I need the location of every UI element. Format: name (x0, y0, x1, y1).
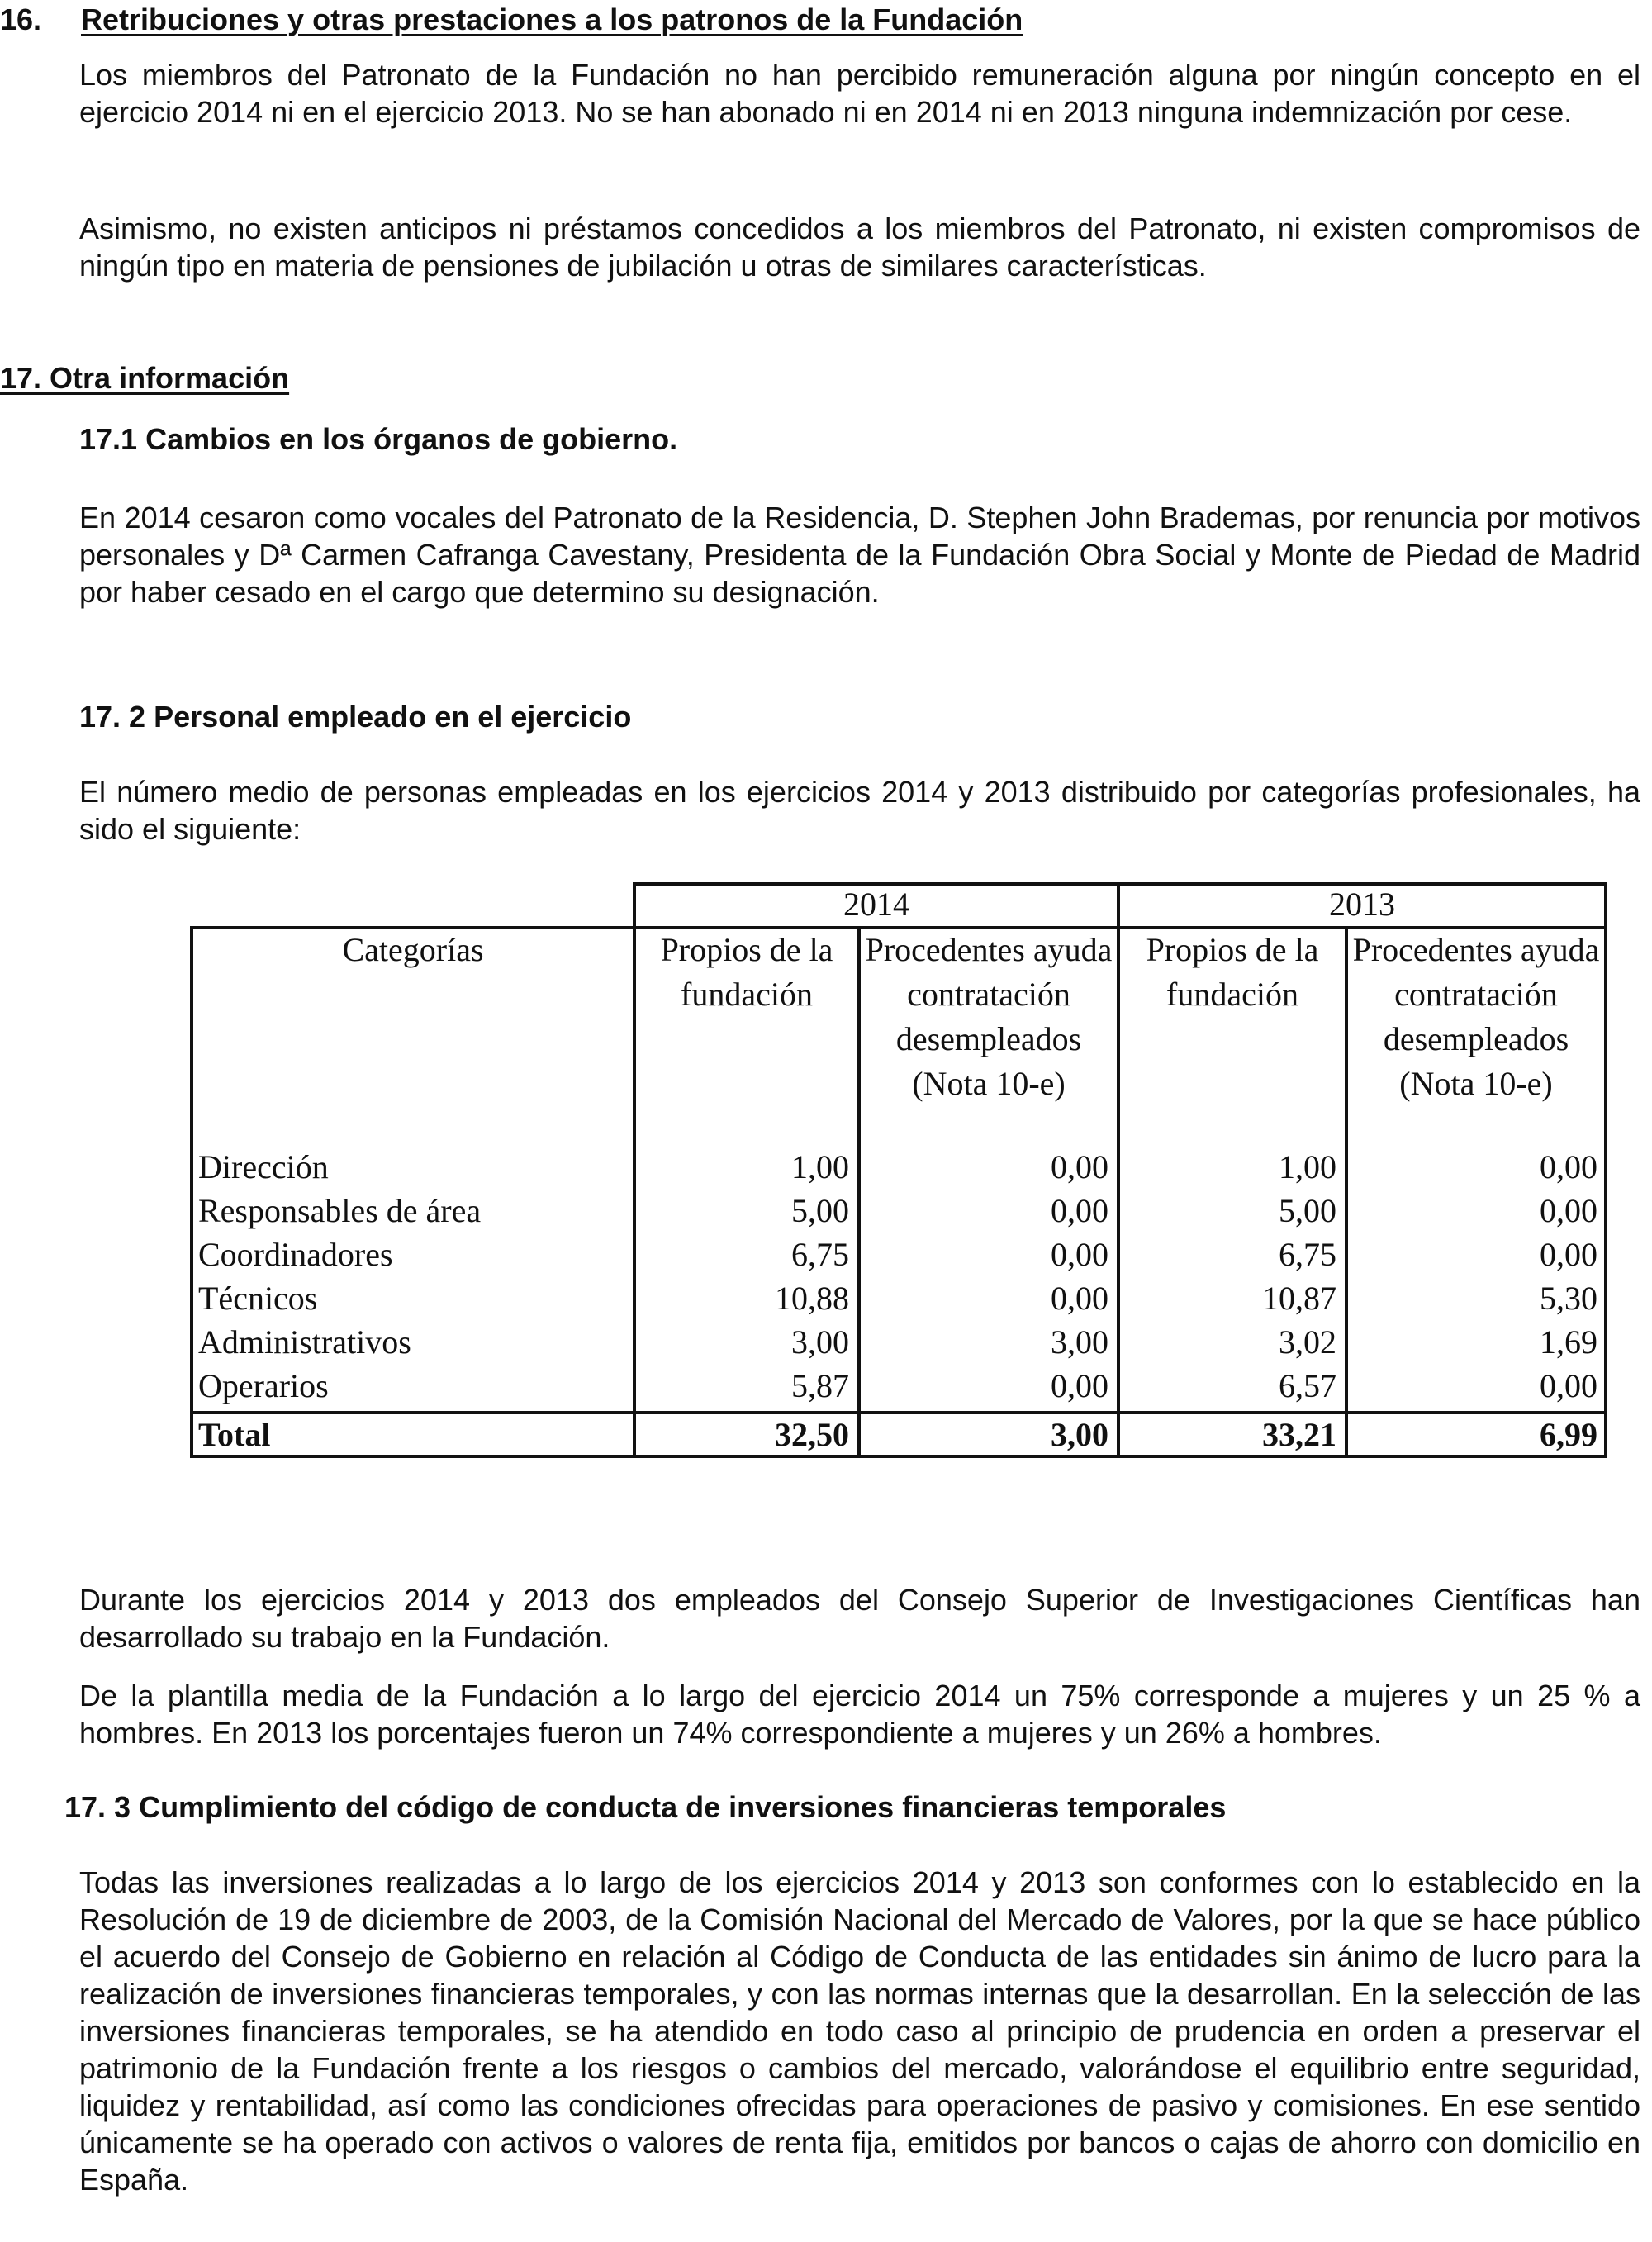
subsection-17-1-paragraph: En 2014 cesaron como vocales del Patronato de la Residencia, D. Stephen John Brademas, por renuncia por motivos personales y Dª Carmen Cafranga Cavestany, Presidenta de la Fundación Obra Social y Monte de Piedad de Madrid por haber cesado en el cargo que determino su designación. (79, 501, 1640, 609)
row-value: 0,00 (1051, 1236, 1108, 1273)
section-16-paragraph-1: Los miembros del Patronato de la Fundación no han percibido remuneración alguna por ningún concepto en el ejercicio 2014 ni en el ejercicio 2013. No se han abonado ni en 2014 ni en 2013 ninguna indemnización por cese. (79, 58, 1640, 129)
section-16-title: Retribuciones y otras prestaciones a los patronos de la Fundación (81, 2, 1023, 36)
row-value: 10,88 (775, 1280, 849, 1317)
total-value: 6,99 (1540, 1416, 1597, 1453)
row-category: Dirección (198, 1148, 329, 1185)
total-value: 3,00 (1051, 1416, 1108, 1453)
row-value: 6,75 (1279, 1236, 1336, 1273)
table-year-2013: 2013 (1329, 886, 1395, 923)
subsection-17-3-paragraph: Todas las inversiones realizadas a lo largo de los ejercicios 2014 y 2013 son conformes con lo establecido en la Resolución de 19 de diciembre de 2003, de la Comisión Nacional del Mercado de Valores, por la que se hace público el acuerdo del Consejo de Gobierno en relación al Código de Conducta de las entidades sin ánimo de lucro para la realización de inversiones financieras temporales, y con las normas internas que la desarrollan. En la selección de las inversiones financieras temporales, se ha atendido en todo caso al principio de prudencia en orden a preservar el patrimonio de la Fundación frente a los riesgos o cambios del mercado, valorándose el equilibrio entre seguridad, liquidez y rentabilidad, así como las condiciones ofrecidas para operaciones de pasivo y comisiones. En ese sentido únicamente se ha operado con activos o valores de renta fija, emitidos por bancos o cajas de ahorro con domicilio en España. (79, 1865, 1640, 2197)
table-header-procedentes-2014: Procedentes ayuda contratación desempleados (Nota 10-e) (865, 931, 1113, 1102)
table-header-categorias: Categorías (342, 931, 484, 968)
total-value: 33,21 (1262, 1416, 1336, 1453)
section-16-paragraph-2: Asimismo, no existen anticipos ni préstamos concedidos a los miembros del Patronato, ni existen compromisos de ningún tipo en materia de pensiones de jubilación u otras de similares características. (79, 211, 1640, 283)
total-value: 32,50 (775, 1416, 849, 1453)
row-category: Técnicos (198, 1280, 318, 1317)
row-value: 5,00 (791, 1192, 849, 1229)
row-value: 3,00 (1051, 1323, 1108, 1361)
total-label: Total (198, 1416, 271, 1453)
row-value: 6,57 (1279, 1367, 1336, 1404)
employees-table (190, 882, 1607, 1458)
row-value: 0,00 (1540, 1236, 1597, 1273)
table-year-2014: 2014 (843, 886, 909, 923)
row-category: Coordinadores (198, 1236, 393, 1273)
row-value: 0,00 (1051, 1192, 1108, 1229)
section-16-heading (0, 2, 1023, 38)
row-value: 0,00 (1540, 1148, 1597, 1185)
row-value: 1,00 (791, 1148, 849, 1185)
row-value: 0,00 (1051, 1367, 1108, 1404)
subsection-17-3-heading: 17. 3 Cumplimiento del código de conducta de inversiones financieras temporales (64, 1790, 1227, 1824)
row-category: Administrativos (198, 1323, 411, 1361)
row-value: 5,30 (1540, 1280, 1597, 1317)
section-16-number: 16. (0, 2, 42, 36)
row-value: 3,02 (1279, 1323, 1336, 1361)
row-value: 5,87 (791, 1367, 849, 1404)
row-value: 0,00 (1540, 1367, 1597, 1404)
row-value: 1,69 (1540, 1323, 1597, 1361)
row-category: Operarios (198, 1367, 329, 1404)
row-value: 0,00 (1540, 1192, 1597, 1229)
table-header-procedentes-2013: Procedentes ayuda contratación desempleados (Nota 10-e) (1352, 931, 1600, 1102)
row-value: 3,00 (791, 1323, 849, 1361)
row-value: 1,00 (1279, 1148, 1336, 1185)
row-value: 10,87 (1262, 1280, 1336, 1317)
subsection-17-2-paragraph-after-2: De la plantilla media de la Fundación a lo largo del ejercicio 2014 un 75% corresponde a mujeres y un 25 % a hombres. En 2013 los porcentajes fueron un 74% correspondiente a mujeres y un 26% a hombres. (79, 1679, 1640, 1750)
section-17-heading: 17. Otra información (0, 361, 290, 395)
subsection-17-2-paragraph-after-1: Durante los ejercicios 2014 y 2013 dos empleados del Consejo Superior de Investigaciones Científicas han desarrollado su trabajo en la Fundación. (79, 1583, 1640, 1654)
subsection-17-2-paragraph: El número medio de personas empleadas en los ejercicios 2014 y 2013 distribuido por categorías profesionales, ha sido el siguiente: (79, 775, 1640, 846)
row-value: 0,00 (1051, 1280, 1108, 1317)
row-category: Responsables de área (198, 1192, 482, 1229)
table-header-propios-2013: Propios de la fundación (1146, 931, 1319, 1013)
table-header-propios-2014: Propios de la fundación (660, 931, 833, 1013)
subsection-17-2-heading: 17. 2 Personal empleado en el ejercicio (79, 700, 632, 734)
row-value: 0,00 (1051, 1148, 1108, 1185)
row-value: 6,75 (791, 1236, 849, 1273)
row-value: 5,00 (1279, 1192, 1336, 1229)
subsection-17-1-heading: 17.1 Cambios en los órganos de gobierno. (79, 422, 678, 456)
